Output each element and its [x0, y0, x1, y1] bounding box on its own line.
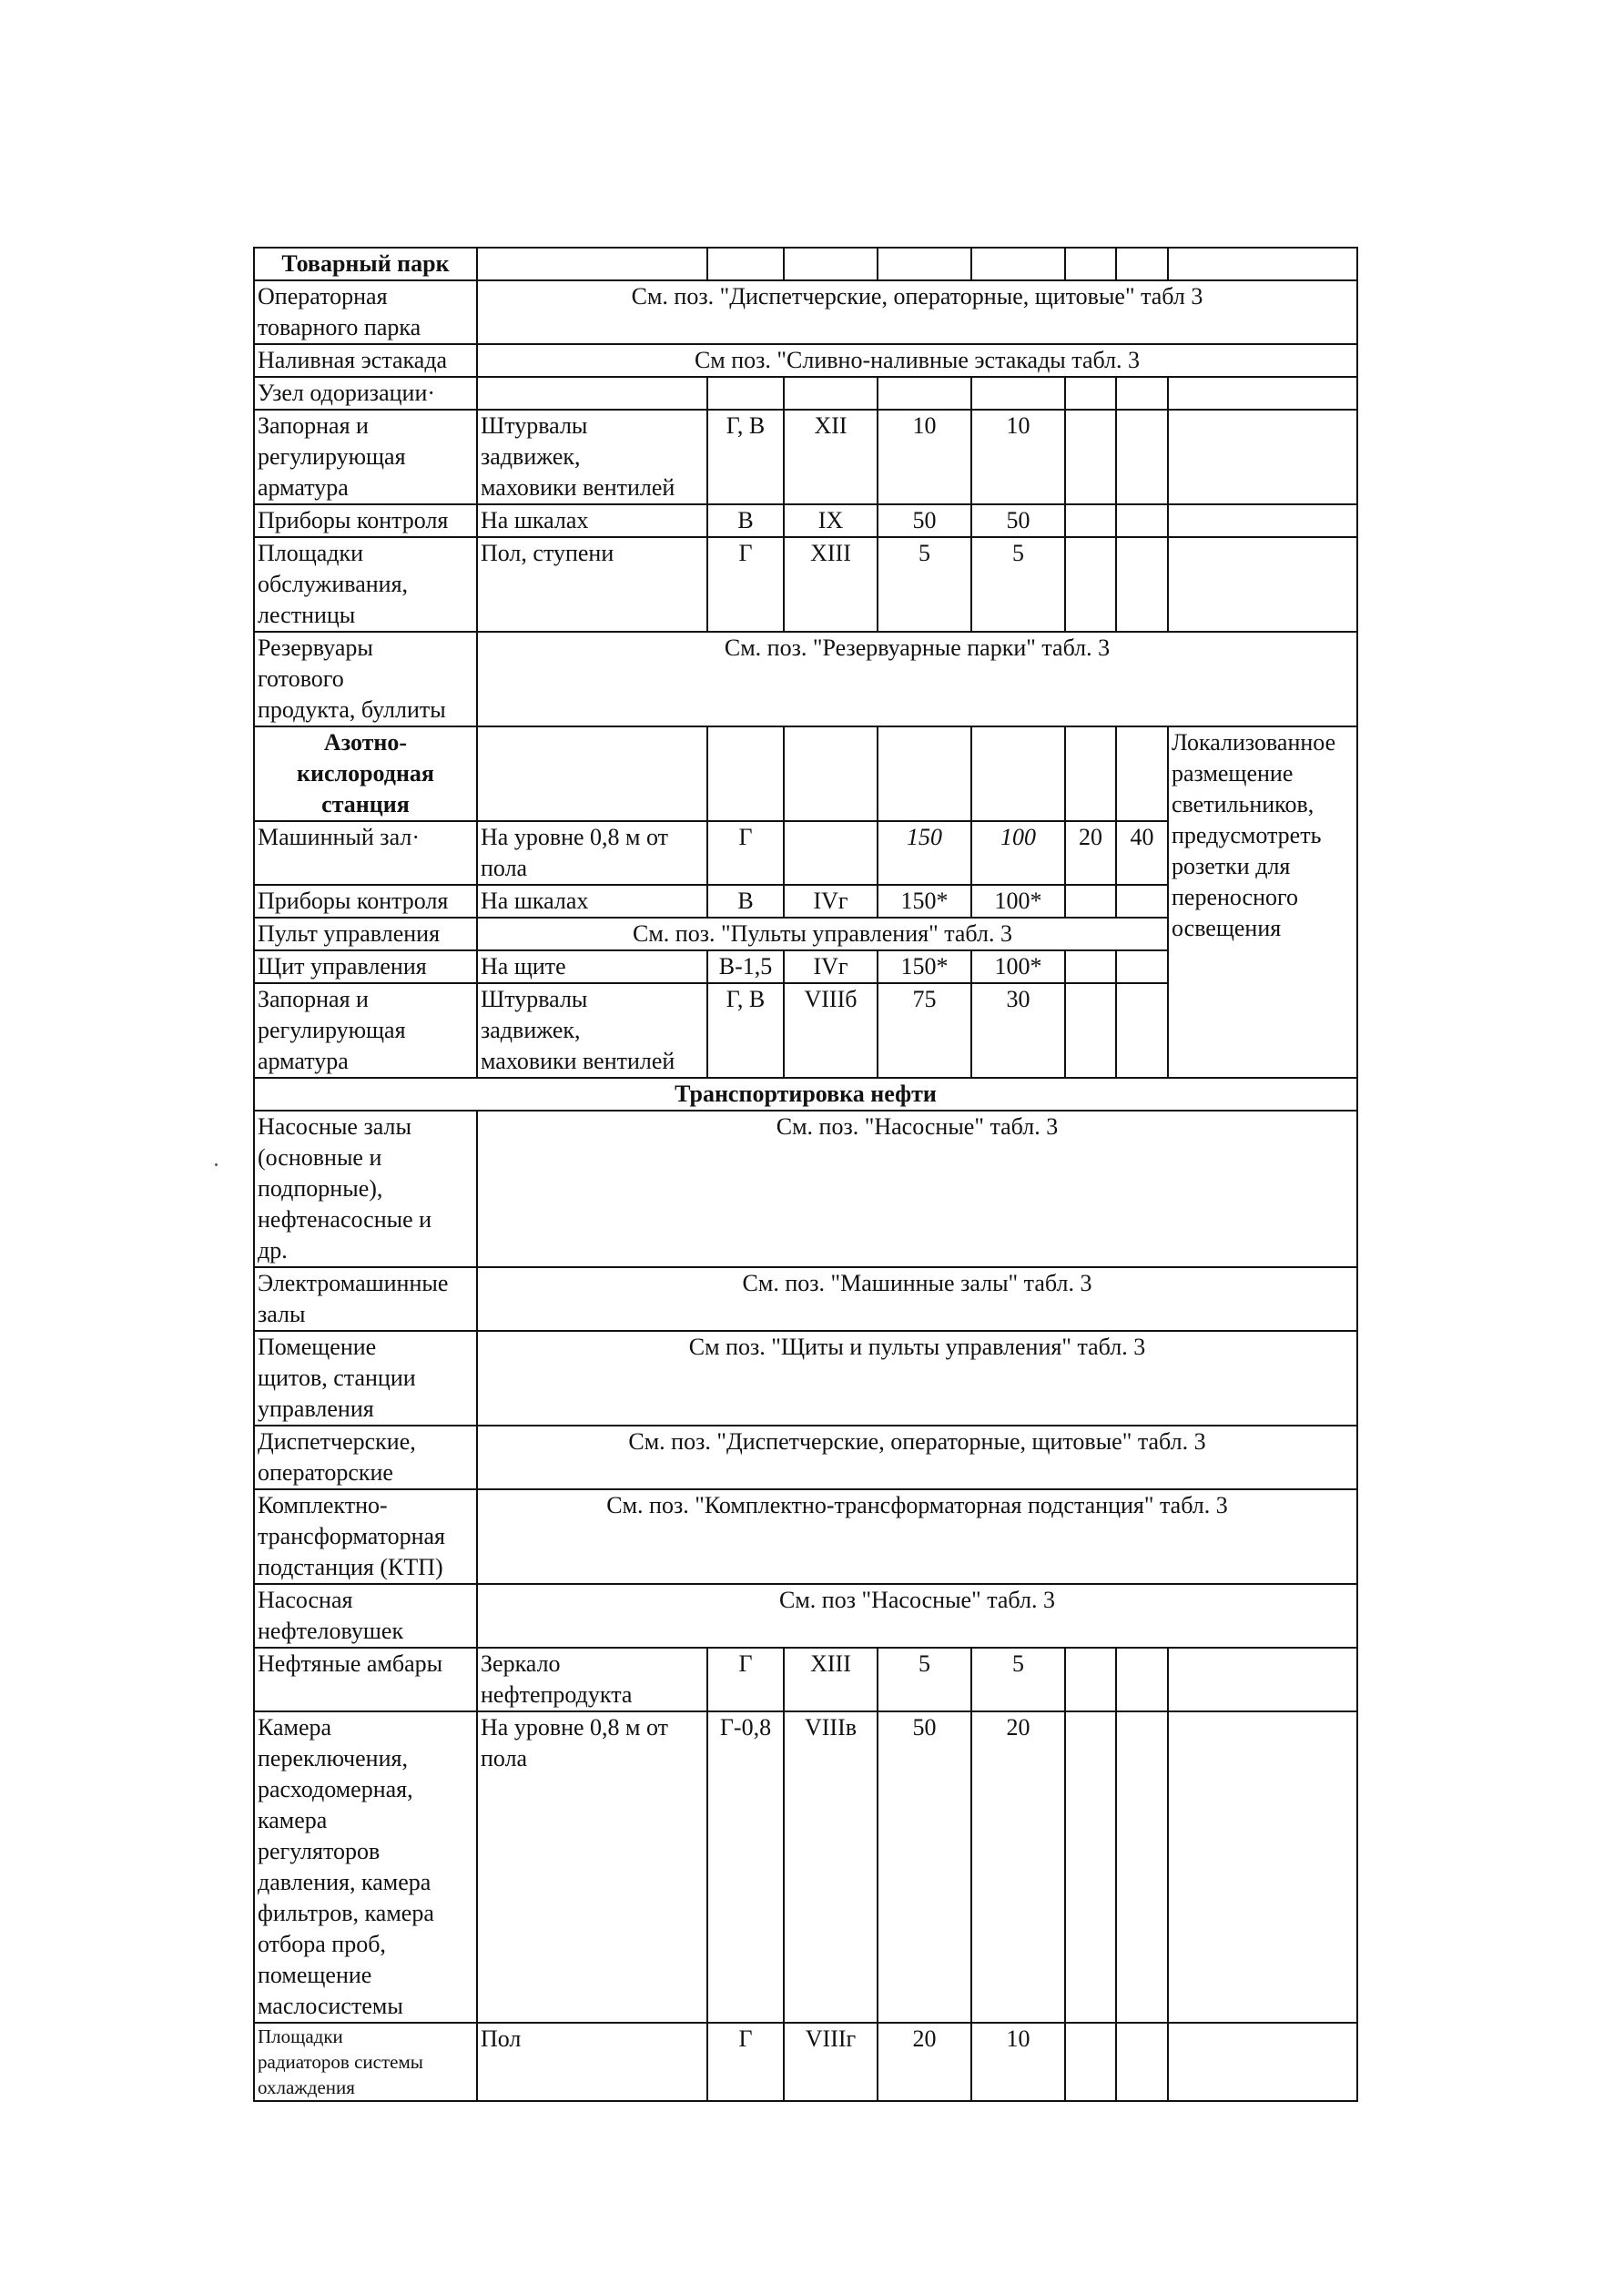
section-row-transport [254, 1078, 1357, 1111]
table-row [254, 632, 1357, 726]
table-row [254, 1489, 1357, 1584]
table-row [254, 344, 1357, 377]
section-title: Транспортировка нефти [254, 1078, 1357, 1111]
cross-reference: См. поз. "Диспетчерские, операторные, щитовые" табл. 3 [477, 1426, 1357, 1489]
work-surface: Пол [477, 2023, 707, 2101]
illuminance-2: 100* [971, 950, 1065, 983]
illuminance-1: 50 [878, 504, 971, 537]
visual-grade: IVг [784, 885, 878, 918]
illuminance-2: 5 [971, 537, 1065, 632]
visual-grade: IVг [784, 950, 878, 983]
stray-mark [215, 1163, 218, 1166]
row-name: Операторная товарного парка [254, 280, 477, 344]
table-row [254, 1711, 1357, 2023]
illuminance-2: 100* [971, 885, 1065, 918]
illuminance-2: 10 [971, 410, 1065, 504]
plane-category: Г, В [707, 983, 784, 1078]
work-surface: Пол, ступени [477, 537, 707, 632]
table-row [254, 1267, 1357, 1331]
work-surface: На щите [477, 950, 707, 983]
cross-reference: См. поз "Насосные" табл. 3 [477, 1584, 1357, 1648]
plane-category: В [707, 504, 784, 537]
visual-grade: VIIIв [784, 1711, 878, 2023]
table-row [254, 537, 1357, 632]
cross-reference: См. поз. "Комплектно-трансформаторная подстанция" табл. 3 [477, 1489, 1357, 1584]
table-row [254, 1111, 1357, 1267]
plane-category: Г [707, 821, 784, 885]
row-name: Запорная и регулирующая арматура [254, 410, 477, 504]
plane-category: Г [707, 537, 784, 632]
section-title: Товарный парк [254, 248, 477, 280]
visual-grade: VIIIг [784, 2023, 878, 2101]
row-name: Запорная и регулирующая арматура [254, 983, 477, 1078]
plane-category: В [707, 885, 784, 918]
table-row [254, 1331, 1357, 1426]
illuminance-1: 20 [878, 2023, 971, 2101]
row-name: Диспетчерские, операторские [254, 1426, 477, 1489]
table-row [254, 377, 1357, 410]
coefficient-1: 20 [1065, 821, 1116, 885]
illuminance-2: 5 [971, 1648, 1065, 1711]
row-name: Комплектно- трансформаторная подстанция (КТП) [254, 1489, 477, 1584]
section-row-azot [254, 726, 1357, 821]
row-name: Электромашинные залы [254, 1267, 477, 1331]
illuminance-1: 10 [878, 410, 971, 504]
illuminance-1: 150* [878, 950, 971, 983]
plane-category: Г [707, 1648, 784, 1711]
illuminance-2: 20 [971, 1711, 1065, 2023]
illuminance-2: 50 [971, 504, 1065, 537]
row-name: Пульт управления [254, 918, 477, 950]
illuminance-1: 50 [878, 1711, 971, 2023]
illuminance-1: 5 [878, 537, 971, 632]
illuminance-1: 150 [878, 821, 971, 885]
plane-category: Г, В [707, 410, 784, 504]
work-surface: Штурвалы задвижек, маховики вентилей [477, 410, 707, 504]
illuminance-1: 5 [878, 1648, 971, 1711]
lighting-norms-table [253, 247, 1358, 2102]
visual-grade: IX [784, 504, 878, 537]
row-name: Резервуары готового продукта, буллиты [254, 632, 477, 726]
table-row [254, 2023, 1357, 2101]
illuminance-2: 30 [971, 983, 1065, 1078]
visual-grade: XIII [784, 1648, 878, 1711]
illuminance-2: 100 [971, 821, 1065, 885]
visual-grade: XIII [784, 537, 878, 632]
visual-grade: XII [784, 410, 878, 504]
section-title: Азотно- кислородная станция [254, 726, 477, 821]
row-name: Щит управления [254, 950, 477, 983]
visual-grade [784, 821, 878, 885]
row-name: Насосные залы (основные и подпорные), нефтенасосные и др. [254, 1111, 477, 1267]
row-name: Камера переключения, расходомерная, камера регуляторов давления, камера фильтров, камера отбора проб, помещение маслосистемы [254, 1711, 477, 2023]
lighting-note: Локализованное размещение светильников, предусмотреть розетки для переносного освещения [1168, 726, 1357, 1078]
table-row [254, 1426, 1357, 1489]
work-surface: На шкалах [477, 885, 707, 918]
cross-reference: См. поз. "Машинные залы" табл. 3 [477, 1267, 1357, 1331]
plane-category: Г [707, 2023, 784, 2101]
cross-reference: См поз. "Сливно-наливные эстакады табл. 3 [477, 344, 1357, 377]
table-row [254, 504, 1357, 537]
coefficient-2: 40 [1116, 821, 1168, 885]
work-surface: Зеркало нефтепродукта [477, 1648, 707, 1711]
cross-reference: См. поз. "Резервуарные парки" табл. 3 [477, 632, 1357, 726]
row-name: Машинный зал· [254, 821, 477, 885]
illuminance-2: 10 [971, 2023, 1065, 2101]
illuminance-1: 75 [878, 983, 971, 1078]
row-name: Нефтяные амбары [254, 1648, 477, 1711]
illuminance-1: 150* [878, 885, 971, 918]
plane-category: В-1,5 [707, 950, 784, 983]
row-name: Насосная нефтеловушек [254, 1584, 477, 1648]
cross-reference: См. поз. "Насосные" табл. 3 [477, 1111, 1357, 1267]
row-name: Приборы контроля [254, 885, 477, 918]
work-surface: Штурвалы задвижек, маховики вентилей [477, 983, 707, 1078]
work-surface: На уровне 0,8 м от пола [477, 821, 707, 885]
table-row [254, 1584, 1357, 1648]
cross-reference: См поз. "Щиты и пульты управления" табл. 3 [477, 1331, 1357, 1426]
cross-reference: См. поз. "Пульты управления" табл. 3 [477, 918, 1168, 950]
visual-grade: VIIIб [784, 983, 878, 1078]
row-name: Приборы контроля [254, 504, 477, 537]
cross-reference: См. поз. "Диспетчерские, операторные, щитовые" табл 3 [477, 280, 1357, 344]
row-name: Узел одоризации· [254, 377, 477, 410]
row-name: Площадки радиаторов системы охлаждения [254, 2023, 477, 2101]
table-row [254, 1648, 1357, 1711]
row-name: Помещение щитов, станции управления [254, 1331, 477, 1426]
row-name: Наливная эстакада [254, 344, 477, 377]
work-surface: На уровне 0,8 м от пола [477, 1711, 707, 2023]
table-row [254, 410, 1357, 504]
row-name: Площадки обслуживания, лестницы [254, 537, 477, 632]
plane-category: Г-0,8 [707, 1711, 784, 2023]
work-surface: На шкалах [477, 504, 707, 537]
section-row-tovarny [254, 248, 1357, 280]
table-row [254, 280, 1357, 344]
